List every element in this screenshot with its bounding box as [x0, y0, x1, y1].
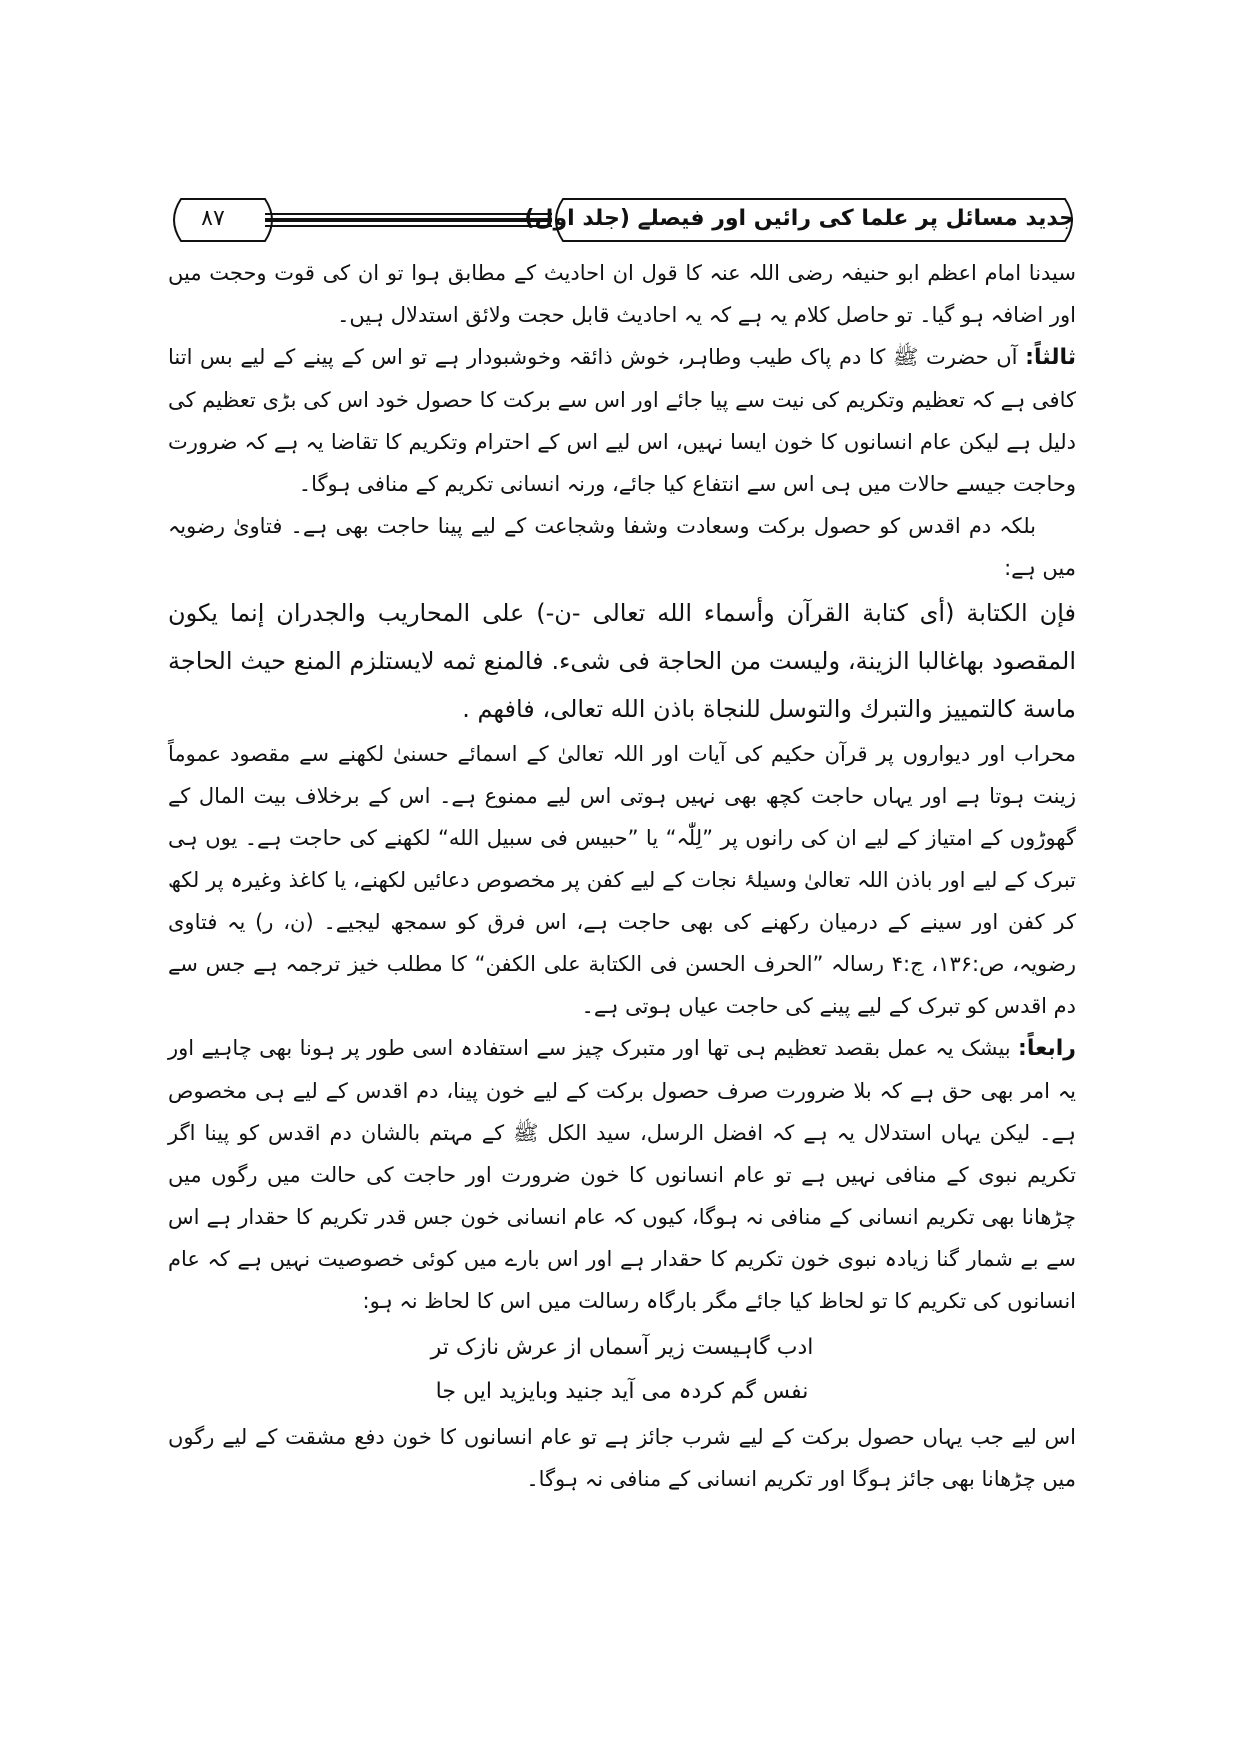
paragraph-5-lead: رابعاً: [1018, 1036, 1076, 1061]
page-body [168, 252, 1076, 1500]
paragraph-1: سیدنا امام اعظم ابو حنیفہ رضی اللہ عنہ کا قول ان احادیث کے مطابق ہوا تو ان کی قوت وحجت میں اور اضافہ ہو گیا۔ تو حاصل کلام یہ ہے کہ یہ احادیث قابل حجت ولائق استدلال ہیں۔ [168, 261, 1076, 327]
paragraph-6: اس لیے جب یہاں حصول برکت کے لیے شرب جائز ہے تو عام انسانوں کا خون دفع مشقت کے لیے رگوں میں چڑھانا بھی جائز ہوگا اور تکریم انسانی کے منافی نہ ہوگا۔ [168, 1425, 1076, 1491]
couplet-line-1: ادب گاہیست زیر آسماں از عرش نازک تر [430, 1335, 814, 1360]
couplet-line-2: نفس گم کردہ می آید جنید وبایزید ایں جا [435, 1379, 809, 1404]
page-number: ۸۷ [201, 206, 225, 231]
arabic-quotation: فإن الكتابة (أی كتابة القرآن وأسماء الله تعالى -ن-) على المحاريب والجدران إنما يكون المقصود بهاغالبا الزينة، وليست من الحاجة فی شیء. فالمنع ثمه لايستلزم المنع حيث الحاجة ماسة كالتمييز والتبرك والتوسل للنجاة باذن الله تعالى، فافهم . [168, 599, 1076, 723]
paragraph-2-text: آں حضرت ﷺ کا دم پاک طیب وطاہر، خوش ذائقہ وخوشبودار ہے تو اس کے پینے کے لیے بس اتنا کافی ہے کہ تعظیم وتکریم کی نیت سے پیا جائے اور اس سے برکت کا حصول خود اس کی بڑی تعظیم کی دلیل ہے لیکن عام انسانوں کا خون ایسا نہیں، اس لیے اس کے احترام وتکریم کا تقاضا یہ ہے کہ ضرورت وحاجت جیسے حالات میں ہی اس سے انتفاع کیا جائے، ورنہ انسانی تکریم کے منافی ہوگا۔ [168, 345, 1076, 496]
persian-couplet [168, 1326, 1076, 1414]
paragraph-3: بلکہ دم اقدس کو حصول برکت وسعادت وشفا وشجاعت کے لیے پینا حاجت بھی ہے۔ فتاویٰ رضویہ میں ہے: [168, 514, 1076, 580]
paragraph-4: محراب اور دیواروں پر قرآن حکیم کی آیات اور اللہ تعالیٰ کے اسمائے حسنیٰ لکھنے سے مقصود عموماً زینت ہوتا ہے اور یہاں حاجت کچھ بھی نہیں ہوتی اس لیے ممنوع ہے۔ اس کے برخلاف بیت المال کے گھوڑوں کے امتیاز کے لیے ان کی رانوں پر ”لِلّٰہ“ یا ”حبیس فی سبیل الله“ لکھنے کی حاجت ہے۔ یوں ہی تبرک کے لیے اور باذن اللہ تعالیٰ وسیلۂ نجات کے لیے کفن پر مخصوص دعائیں لکھنے، یا کاغذ وغیرہ پر لکھ کر کفن اور سینے کے درمیان رکھنے کی بھی حاجت ہے، اس فرق کو سمجھ لیجیے۔ (ن، ر) یہ فتاوی رضویہ، ص:۱۳۶، ج:۴ رسالہ ”الحرف الحسن فی الكتابة على الكفن“ کا مطلب خیز ترجمہ ہے جس سے دم اقدس کو تبرک کے لیے پینے کی حاجت عیاں ہوتی ہے۔ [168, 742, 1077, 1018]
paragraph-2 [168, 336, 1076, 505]
paragraph-5-text: بیشک یہ عمل بقصد تعظیم ہی تھا اور متبرک چیز سے استفادہ اسی طور پر ہونا بھی چاہیے اور یہ امر بھی حق ہے کہ بلا ضرورت صرف حصول برکت کے لیے خون پینا، دم اقدس کے لیے ہی مخصوص ہے۔ لیکن یہاں استدلال یہ ہے کہ افضل الرسل، سید الکل ﷺ کے مہتم بالشان دم اقدس کو پینا اگر تکریم نبوی کے منافی نہیں ہے تو عام انسانوں کا خون ضرورت اور حاجت کی حالت میں رگوں میں چڑھانا بھی تکریم انسانی کے منافی نہ ہوگا، کیوں کہ عام انسانی خون جس قدر تکریم کا حقدار ہے اس سے بے شمار گنا زیادہ نبوی خون تکریم کا حقدار ہے اور اس بارے میں کوئی خصوصیت نہیں ہے کہ عام انسانوں کی تکریم کا تو لحاظ کیا جائے مگر بارگاہ رسالت میں اس کا لحاظ نہ ہو: [168, 1036, 1076, 1313]
book-title: جدید مسائل پر علما کی رائیں اور فیصلے (جلد اول) [524, 206, 1075, 231]
page-header [153, 197, 1093, 243]
paragraph-5 [168, 1027, 1076, 1322]
paragraph-2-lead: ثالثاً: [1025, 345, 1076, 370]
